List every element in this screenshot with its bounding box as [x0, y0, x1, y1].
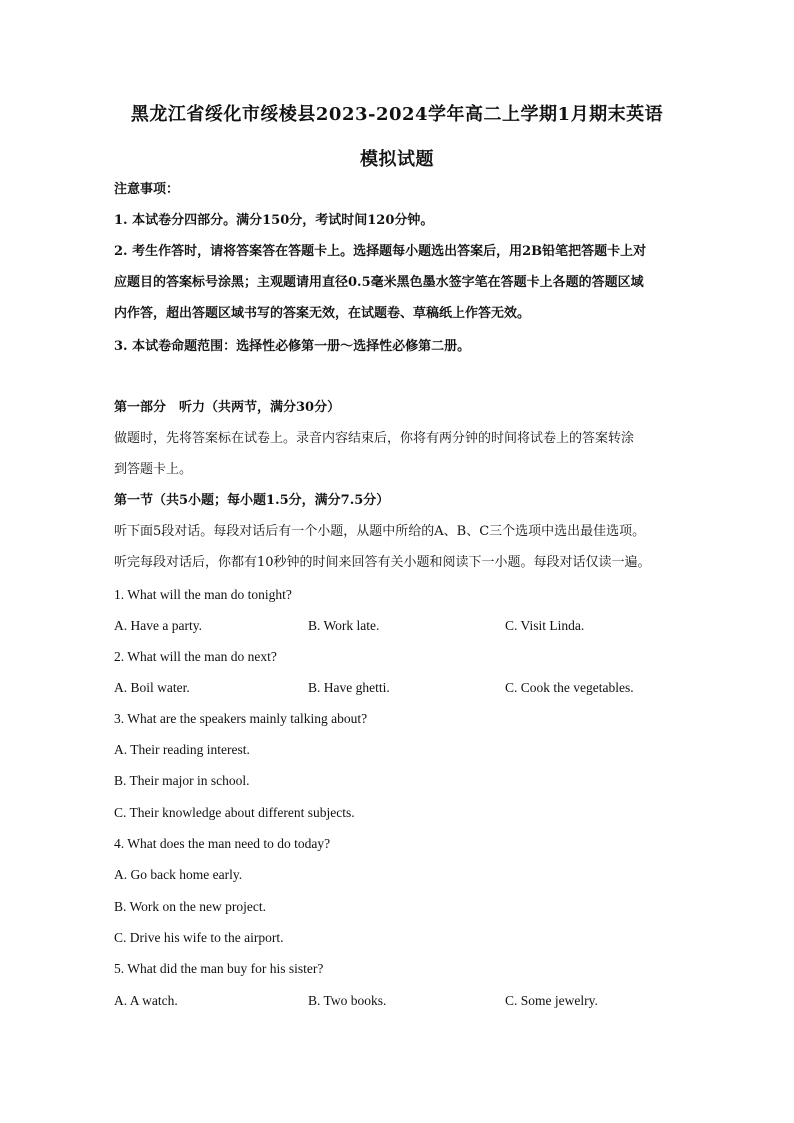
q1-option-c: C. Visit Linda. — [505, 618, 585, 633]
q4-option-c: C. Drive his wife to the airport. — [114, 930, 284, 945]
q3-option-b: B. Their major in school. — [114, 773, 250, 788]
q1-option-b: B. Work late. — [308, 618, 380, 633]
part1-heading: 第一部分 听力（共两节，满分30分） — [114, 400, 341, 415]
note-3: 3. 本试卷命题范围：选择性必修第一册～选择性必修第二册。 — [114, 339, 471, 354]
section1-intro-line-2: 听完每段对话后，你都有10秒钟的时间来回答有关小题和阅读下一小题。每段对话仅读一遍。 — [114, 555, 651, 570]
q1-option-a: A. Have a party. — [114, 618, 202, 633]
part1-intro-line-1: 做题时，先将答案标在试卷上。录音内容结束后，你将有两分钟的时间将试卷上的答案转涂 — [114, 431, 635, 446]
q2-option-a: A. Boil water. — [114, 680, 190, 695]
notes-heading: 注意事项： — [114, 182, 180, 197]
document-title: 黑龙江省绥化市绥棱县2023-2024学年高二上学期1月期末英语 — [130, 104, 664, 125]
document-subtitle: 模拟试题 — [360, 149, 434, 170]
section1-heading: 第一节（共5小题；每小题1.5分，满分7.5分） — [114, 493, 390, 508]
question-4: 4. What does the man need to do today? — [114, 836, 331, 851]
q5-option-b: B. Two books. — [308, 993, 387, 1008]
q2-option-b: B. Have ghetti. — [308, 680, 390, 695]
note-2-line-3: 内作答，超出答题区域书写的答案无效，在试题卷、草稿纸上作答无效。 — [114, 306, 531, 321]
note-2-line-2: 应题目的答案标号涂黑；主观题请用直径0.5毫米黑色墨水签字笔在答题卡上各题的答题区域 — [114, 275, 644, 290]
note-2-line-1: 2. 考生作答时，请将答案答在答题卡上。选择题每小题选出答案后，用2B铅笔把答题卡上对 — [114, 244, 647, 259]
question-3: 3. What are the speakers mainly talking about? — [114, 711, 368, 726]
part1-intro-line-2: 到答题卡上。 — [114, 462, 193, 477]
q4-option-a: A. Go back home early. — [114, 867, 243, 882]
q5-option-a: A. A watch. — [114, 993, 178, 1008]
q2-option-c: C. Cook the vegetables. — [505, 680, 634, 695]
question-5: 5. What did the man buy for his sister? — [114, 961, 324, 976]
q3-option-c: C. Their knowledge about different subjects. — [114, 805, 355, 820]
note-1: 1. 本试卷分四部分。满分150分，考试时间120分钟。 — [114, 213, 434, 228]
question-1: 1. What will the man do tonight? — [114, 587, 292, 602]
q5-option-c: C. Some jewelry. — [505, 993, 598, 1008]
q4-option-b: B. Work on the new project. — [114, 899, 267, 914]
question-2: 2. What will the man do next? — [114, 649, 277, 664]
section1-intro-line-1: 听下面5段对话。每段对话后有一个小题，从题中所给的A、B、C三个选项中选出最佳选项。 — [114, 524, 646, 539]
q3-option-a: A. Their reading interest. — [114, 742, 250, 757]
